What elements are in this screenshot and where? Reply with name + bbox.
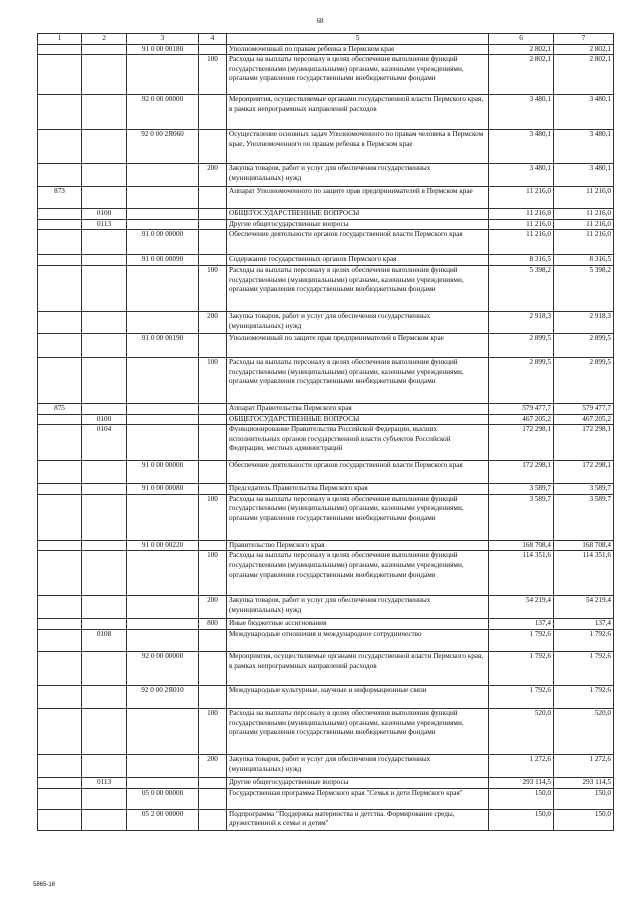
description-cell: Аппарат Уполномоченного по защите прав предпринимателей в Пермском крае — [227, 187, 489, 209]
footer-code: 5865-16 — [33, 882, 56, 888]
section-code-cell — [82, 130, 127, 164]
target-article-cell — [127, 708, 199, 754]
table-row — [38, 809, 614, 830]
table-row — [38, 130, 614, 164]
section-code-cell — [82, 403, 127, 414]
agency-code-cell — [38, 230, 82, 255]
agency-code-cell — [38, 461, 82, 484]
amount-cell: 172 298,1 — [554, 461, 614, 484]
amount-cell: 2 899,5 — [554, 333, 614, 357]
table-header — [38, 34, 614, 45]
expense-type-cell — [199, 425, 227, 461]
target-article-cell — [127, 164, 199, 187]
target-article-cell: 91 0 00 00180 — [127, 44, 199, 55]
description-cell: Расходы на выплаты персоналу в целях обеспечения выполнения функций государственными (муниципальными) органами, казенными учреждениями, органами управления государственными внебюджетными фондами — [227, 55, 489, 95]
amount-cell: 520,0 — [489, 708, 554, 754]
header-cell: 4 — [199, 34, 227, 45]
expense-type-cell: 800 — [199, 619, 227, 630]
section-code-cell — [82, 95, 127, 130]
agency-code-cell — [38, 255, 82, 266]
section-code-cell — [82, 484, 127, 495]
agency-code-cell — [38, 754, 82, 777]
amount-cell: 3 589,7 — [554, 484, 614, 495]
expense-type-cell — [199, 461, 227, 484]
amount-cell: 150,0 — [489, 809, 554, 830]
target-article-cell: 92 0 00 2Я060 — [127, 130, 199, 164]
target-article-cell — [127, 754, 199, 777]
expense-type-cell — [199, 44, 227, 55]
budget-table — [37, 33, 614, 831]
section-code-cell — [82, 651, 127, 685]
table-row — [38, 494, 614, 540]
agency-code-cell: 875 — [38, 403, 82, 414]
amount-cell: 3 589,7 — [554, 494, 614, 540]
agency-code-cell — [38, 44, 82, 55]
expense-type-cell: 100 — [199, 551, 227, 596]
amount-cell: 137,4 — [554, 619, 614, 630]
expense-type-cell — [199, 187, 227, 209]
amount-cell: 114 351,6 — [489, 551, 554, 596]
section-code-cell — [82, 754, 127, 777]
amount-cell: 5 398,2 — [554, 265, 614, 311]
agency-code-cell — [38, 130, 82, 164]
agency-code-cell — [38, 788, 82, 809]
description-cell: Закупка товаров, работ и услуг для обеспечения государственных (муниципальных) нужд — [227, 596, 489, 619]
agency-code-cell — [38, 95, 82, 130]
expense-type-cell — [199, 219, 227, 230]
target-article-cell: 92 0 00 00000 — [127, 651, 199, 685]
expense-type-cell: 100 — [199, 55, 227, 95]
amount-cell: 520,0 — [554, 708, 614, 754]
expense-type-cell: 200 — [199, 596, 227, 619]
section-code-cell — [82, 255, 127, 266]
section-code-cell — [82, 551, 127, 596]
description-cell: Другие общегосударственные вопросы — [227, 219, 489, 230]
target-article-cell: 91 0 00 00190 — [127, 333, 199, 357]
header-cell: 7 — [554, 34, 614, 45]
description-cell: Международные культурные, научные и информационные связи — [227, 685, 489, 708]
description-cell: Иные бюджетные ассигнования — [227, 619, 489, 630]
target-article-cell — [127, 777, 199, 788]
agency-code-cell — [38, 619, 82, 630]
agency-code-cell — [38, 596, 82, 619]
amount-cell: 1 792,6 — [489, 685, 554, 708]
table-row — [38, 685, 614, 708]
amount-cell: 2 802,1 — [489, 55, 554, 95]
target-article-cell: 91 0 00 00080 — [127, 484, 199, 495]
amount-cell: 54 219,4 — [489, 596, 554, 619]
amount-cell: 11 216,0 — [489, 209, 554, 220]
target-article-cell — [127, 219, 199, 230]
amount-cell: 114 351,6 — [554, 551, 614, 596]
amount-cell: 11 216,0 — [554, 209, 614, 220]
agency-code-cell — [38, 55, 82, 95]
expense-type-cell: 100 — [199, 357, 227, 403]
amount-cell: 3 480,1 — [554, 130, 614, 164]
table-row — [38, 484, 614, 495]
amount-cell: 1 272,6 — [554, 754, 614, 777]
expense-type-cell — [199, 230, 227, 255]
amount-cell: 172 298,1 — [554, 425, 614, 461]
amount-cell: 2 918,3 — [554, 311, 614, 333]
target-article-cell: 92 0 00 00000 — [127, 95, 199, 130]
section-code-cell — [82, 494, 127, 540]
section-code-cell — [82, 596, 127, 619]
section-code-cell: 0108 — [82, 629, 127, 651]
target-article-cell — [127, 209, 199, 220]
description-cell: ОБЩЕГОСУДАРСТВЕННЫЕ ВОПРОСЫ — [227, 209, 489, 220]
section-code-cell — [82, 788, 127, 809]
amount-cell: 467 205,2 — [554, 414, 614, 425]
target-article-cell — [127, 414, 199, 425]
expense-type-cell — [199, 403, 227, 414]
description-cell: Государственная программа Пермского края "Семья и дети Пермского края" — [227, 788, 489, 809]
agency-code-cell — [38, 685, 82, 708]
agency-code-cell — [38, 357, 82, 403]
amount-cell: 11 216,0 — [554, 230, 614, 255]
target-article-cell — [127, 187, 199, 209]
table-row — [38, 788, 614, 809]
amount-cell: 3 480,1 — [489, 130, 554, 164]
amount-cell: 293 114,5 — [489, 777, 554, 788]
table-row — [38, 311, 614, 333]
amount-cell: 54 219,4 — [554, 596, 614, 619]
table-row — [38, 333, 614, 357]
header-cell: 2 — [82, 34, 127, 45]
amount-cell: 2 802,1 — [554, 44, 614, 55]
agency-code-cell — [38, 164, 82, 187]
expense-type-cell — [199, 651, 227, 685]
amount-cell: 1 272,6 — [489, 754, 554, 777]
agency-code-cell — [38, 708, 82, 754]
section-code-cell — [82, 55, 127, 95]
amount-cell: 1 792,6 — [489, 629, 554, 651]
table-row — [38, 425, 614, 461]
amount-cell: 168 708,4 — [554, 540, 614, 551]
agency-code-cell — [38, 551, 82, 596]
amount-cell: 3 480,1 — [554, 164, 614, 187]
section-code-cell — [82, 357, 127, 403]
amount-cell: 11 216,0 — [489, 187, 554, 209]
expense-type-cell: 100 — [199, 708, 227, 754]
amount-cell: 150,0 — [489, 788, 554, 809]
expense-type-cell — [199, 333, 227, 357]
agency-code-cell — [38, 311, 82, 333]
agency-code-cell — [38, 425, 82, 461]
expense-type-cell — [199, 414, 227, 425]
description-cell: Мероприятия, осуществляемые органами государственной власти Пермского края, в рамках непрограммных направлений расходов — [227, 651, 489, 685]
expense-type-cell — [199, 209, 227, 220]
header-cell: 3 — [127, 34, 199, 45]
expense-type-cell: 200 — [199, 311, 227, 333]
table-row — [38, 596, 614, 619]
amount-cell: 150,0 — [554, 809, 614, 830]
target-article-cell — [127, 596, 199, 619]
description-cell: Закупка товаров, работ и услуг для обеспечения государственных (муниципальных) нужд — [227, 164, 489, 187]
expense-type-cell — [199, 809, 227, 830]
amount-cell: 3 589,7 — [489, 494, 554, 540]
table-row — [38, 265, 614, 311]
description-cell: Международные отношения и международное сотрудничество — [227, 629, 489, 651]
header-row — [38, 34, 614, 45]
target-article-cell — [127, 494, 199, 540]
agency-code-cell: 873 — [38, 187, 82, 209]
description-cell: Обеспечение деятельности органов государственной власти Пермского края — [227, 230, 489, 255]
target-article-cell — [127, 357, 199, 403]
section-code-cell: 0113 — [82, 777, 127, 788]
description-cell: ОБЩЕГОСУДАРСТВЕННЫЕ ВОПРОСЫ — [227, 414, 489, 425]
target-article-cell: 91 0 00 00000 — [127, 461, 199, 484]
target-article-cell: 91 0 00 00000 — [127, 230, 199, 255]
header-cell: 6 — [489, 34, 554, 45]
agency-code-cell — [38, 809, 82, 830]
section-code-cell: 0104 — [82, 425, 127, 461]
amount-cell: 2 899,5 — [554, 357, 614, 403]
description-cell: Расходы на выплаты персоналу в целях обеспечения выполнения функций государственными (муниципальными) органами, казенными учреждениями, органами управления государственными внебюджетными фондами — [227, 357, 489, 403]
table-row — [38, 219, 614, 230]
section-code-cell — [82, 164, 127, 187]
table-row — [38, 754, 614, 777]
expense-type-cell: 100 — [199, 494, 227, 540]
section-code-cell — [82, 461, 127, 484]
header-cell: 1 — [38, 34, 82, 45]
description-cell: Осуществление основных задач Уполномоченного по правам человека в Пермском крае, Уполномоченного по правам ребенка в Пермском крае — [227, 130, 489, 164]
agency-code-cell — [38, 484, 82, 495]
table-row — [38, 403, 614, 414]
amount-cell: 137,4 — [489, 619, 554, 630]
target-article-cell — [127, 403, 199, 414]
agency-code-cell — [38, 494, 82, 540]
expense-type-cell: 200 — [199, 754, 227, 777]
amount-cell: 172 298,1 — [489, 461, 554, 484]
section-code-cell — [82, 187, 127, 209]
section-code-cell — [82, 333, 127, 357]
target-article-cell — [127, 265, 199, 311]
target-article-cell: 91 0 00 00090 — [127, 255, 199, 266]
agency-code-cell — [38, 333, 82, 357]
expense-type-cell — [199, 685, 227, 708]
table-row — [38, 164, 614, 187]
amount-cell: 579 477,7 — [489, 403, 554, 414]
amount-cell: 8 316,5 — [489, 255, 554, 266]
agency-code-cell — [38, 629, 82, 651]
amount-cell: 1 792,6 — [554, 685, 614, 708]
expense-type-cell — [199, 95, 227, 130]
table-row — [38, 95, 614, 130]
amount-cell: 467 205,2 — [489, 414, 554, 425]
description-cell: Подпрограмма "Поддержка материнства и детства. Формирование среды, дружественной к семье и детям" — [227, 809, 489, 830]
section-code-cell — [82, 265, 127, 311]
amount-cell: 1 792,6 — [554, 629, 614, 651]
table-row — [38, 209, 614, 220]
table-row — [38, 777, 614, 788]
table-row — [38, 551, 614, 596]
section-code-cell — [82, 540, 127, 551]
table-row — [38, 255, 614, 266]
table-row — [38, 187, 614, 209]
amount-cell: 3 480,1 — [489, 164, 554, 187]
table-body — [38, 44, 614, 830]
section-code-cell — [82, 619, 127, 630]
amount-cell: 11 216,0 — [554, 219, 614, 230]
amount-cell: 3 589,7 — [489, 484, 554, 495]
amount-cell: 293 114,5 — [554, 777, 614, 788]
amount-cell: 2 802,1 — [554, 55, 614, 95]
amount-cell: 2 899,5 — [489, 357, 554, 403]
table-row — [38, 708, 614, 754]
amount-cell: 579 477,7 — [554, 403, 614, 414]
amount-cell: 1 792,6 — [489, 651, 554, 685]
agency-code-cell — [38, 540, 82, 551]
expense-type-cell: 100 — [199, 265, 227, 311]
agency-code-cell — [38, 777, 82, 788]
header-cell: 5 — [227, 34, 489, 45]
expense-type-cell — [199, 788, 227, 809]
agency-code-cell — [38, 414, 82, 425]
table-row — [38, 44, 614, 55]
description-cell: Аппарат Правительства Пермского края — [227, 403, 489, 414]
target-article-cell: 91 0 00 00220 — [127, 540, 199, 551]
amount-cell: 2 918,3 — [489, 311, 554, 333]
description-cell: Закупка товаров, работ и услуг для обеспечения государственных (муниципальных) нужд — [227, 311, 489, 333]
table-row — [38, 230, 614, 255]
expense-type-cell — [199, 540, 227, 551]
table-row — [38, 619, 614, 630]
section-code-cell — [82, 311, 127, 333]
agency-code-cell — [38, 651, 82, 685]
amount-cell: 5 398,2 — [489, 265, 554, 311]
amount-cell: 3 480,1 — [554, 95, 614, 130]
description-cell: Содержание государственных органов Пермского края — [227, 255, 489, 266]
section-code-cell: 0113 — [82, 219, 127, 230]
section-code-cell — [82, 685, 127, 708]
table-row — [38, 540, 614, 551]
table-row — [38, 55, 614, 95]
target-article-cell: 05 0 00 00000 — [127, 788, 199, 809]
expense-type-cell: 200 — [199, 164, 227, 187]
amount-cell: 8 316,5 — [554, 255, 614, 266]
description-cell: Уполномоченный по правам ребенка в Пермском крае — [227, 44, 489, 55]
agency-code-cell — [38, 209, 82, 220]
description-cell: Мероприятия, осуществляемые органами государственной власти Пермского края, в рамках непрограммных направлений расходов — [227, 95, 489, 130]
table-row — [38, 414, 614, 425]
amount-cell: 150,0 — [554, 788, 614, 809]
description-cell: Расходы на выплаты персоналу в целях обеспечения выполнения функций государственными (муниципальными) органами, казенными учреждениями, органами управления государственными внебюджетными фондами — [227, 551, 489, 596]
target-article-cell — [127, 311, 199, 333]
target-article-cell — [127, 551, 199, 596]
section-code-cell — [82, 230, 127, 255]
description-cell: Закупка товаров, работ и услуг для обеспечения государственных (муниципальных) нужд — [227, 754, 489, 777]
description-cell: Председатель Правительства Пермского края — [227, 484, 489, 495]
target-article-cell — [127, 629, 199, 651]
description-cell: Другие общегосударственные вопросы — [227, 777, 489, 788]
table-row — [38, 357, 614, 403]
target-article-cell — [127, 425, 199, 461]
expense-type-cell — [199, 130, 227, 164]
target-article-cell: 05 2 00 00000 — [127, 809, 199, 830]
amount-cell: 1 792,6 — [554, 651, 614, 685]
agency-code-cell — [38, 265, 82, 311]
expense-type-cell — [199, 629, 227, 651]
expense-type-cell — [199, 484, 227, 495]
table-row — [38, 651, 614, 685]
amount-cell: 168 708,4 — [489, 540, 554, 551]
target-article-cell — [127, 55, 199, 95]
agency-code-cell — [38, 219, 82, 230]
description-cell: Расходы на выплаты персоналу в целях обеспечения выполнения функций государственными (муниципальными) органами, казенными учреждениями, органами управления государственными внебюджетными фондами — [227, 494, 489, 540]
description-cell: Расходы на выплаты персоналу в целях обеспечения выполнения функций государственными (муниципальными) органами, казенными учреждениями, органами управления государственными внебюджетными фондами — [227, 708, 489, 754]
table-row — [38, 461, 614, 484]
section-code-cell: 0100 — [82, 414, 127, 425]
amount-cell: 2 802,1 — [489, 44, 554, 55]
target-article-cell: 92 0 00 2Я010 — [127, 685, 199, 708]
section-code-cell: 0100 — [82, 209, 127, 220]
amount-cell: 3 480,1 — [489, 95, 554, 130]
section-code-cell — [82, 44, 127, 55]
amount-cell: 2 899,5 — [489, 333, 554, 357]
target-article-cell — [127, 619, 199, 630]
expense-type-cell — [199, 255, 227, 266]
section-code-cell — [82, 809, 127, 830]
description-cell: Расходы на выплаты персоналу в целях обеспечения выполнения функций государственными (муниципальными) органами, казенными учреждениями, органами управления государственными внебюджетными фондами — [227, 265, 489, 311]
description-cell: Обеспечение деятельности органов государственной власти Пермского края — [227, 461, 489, 484]
description-cell: Уполномоченный по защите прав предпринимателей в Пермском крае — [227, 333, 489, 357]
expense-type-cell — [199, 777, 227, 788]
description-cell: Правительство Пермского края — [227, 540, 489, 551]
section-code-cell — [82, 708, 127, 754]
description-cell: Функционирование Правительства Российской Федерации, высших исполнительных органов государственной власти субъектов Российской Федерации, местных администраций — [227, 425, 489, 461]
amount-cell: 11 216,0 — [489, 230, 554, 255]
page-number: 68 — [316, 17, 324, 25]
amount-cell: 172 298,1 — [489, 425, 554, 461]
amount-cell: 11 216,0 — [554, 187, 614, 209]
table-row — [38, 629, 614, 651]
amount-cell: 11 216,0 — [489, 219, 554, 230]
